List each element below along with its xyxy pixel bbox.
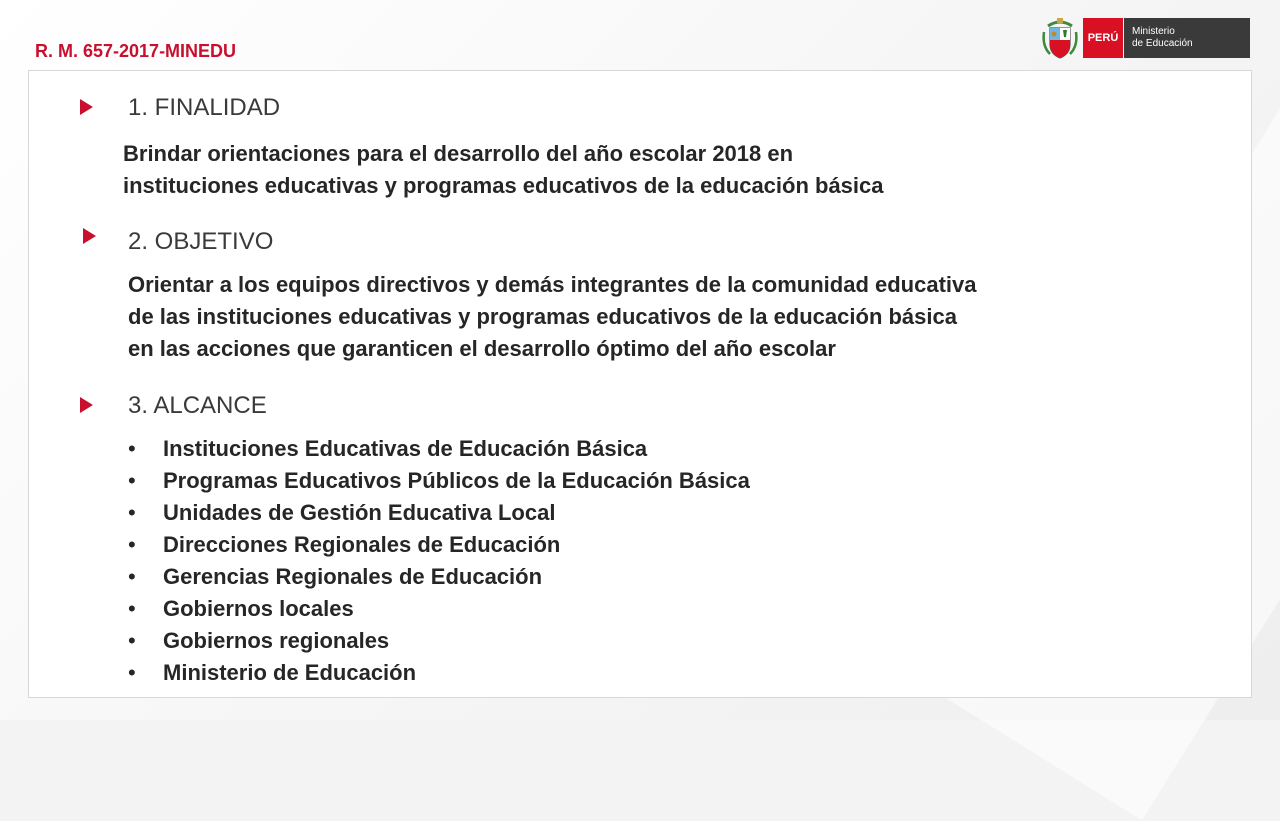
peru-badge: PERÚ (1083, 18, 1123, 58)
list-item-label: Gobiernos locales (163, 596, 354, 621)
bullet-arrow-icon (83, 228, 96, 244)
list-item (128, 433, 750, 465)
ministry-line-2: de Educación (1132, 38, 1193, 49)
list-item (128, 529, 750, 561)
list-item (128, 625, 750, 657)
objetivo-line: de las instituciones educativas y programas educativos de la educación básica (128, 304, 957, 329)
bullet-arrow-icon (80, 99, 93, 115)
list-item-label: Unidades de Gestión Educativa Local (163, 500, 556, 525)
section-heading-finalidad: 1. FINALIDAD (128, 94, 281, 121)
list-item (128, 465, 750, 497)
bullet-dot-icon: • (128, 564, 136, 589)
bullet-dot-icon: • (128, 596, 136, 621)
alcance-list (128, 433, 750, 689)
bullet-dot-icon: • (128, 468, 136, 493)
finalidad-line: Brindar orientaciones para el desarrollo del año escolar 2018 en (123, 141, 794, 166)
section-heading-objetivo: 2. OBJETIVO (128, 228, 274, 255)
bullet-dot-icon: • (128, 500, 136, 525)
list-item-label: Direcciones Regionales de Educación (163, 532, 561, 557)
objetivo-line: en las acciones que garanticen el desarrollo óptimo del año escolar (128, 336, 836, 361)
minedu-logo (1040, 16, 1252, 60)
list-item (128, 497, 750, 529)
list-item (128, 657, 750, 689)
coat-of-arms-icon (1040, 16, 1080, 60)
list-item-label: Instituciones Educativas de Educación Básica (163, 436, 648, 461)
ministry-line-1: Ministerio (1132, 26, 1175, 37)
bullet-dot-icon: • (128, 436, 136, 461)
bullet-dot-icon: • (128, 628, 136, 653)
list-item (128, 593, 750, 625)
list-item-label: Gobiernos regionales (163, 628, 390, 653)
resolution-reference: R. M. 657-2017-MINEDU (35, 41, 237, 61)
list-item-label: Gerencias Regionales de Educación (163, 564, 543, 589)
bullet-arrow-icon (80, 397, 93, 413)
list-item (128, 561, 750, 593)
list-item-label: Ministerio de Educación (163, 660, 417, 685)
objetivo-line: Orientar a los equipos directivos y demás integrantes de la comunidad educativa (128, 272, 977, 297)
list-item-label: Programas Educativos Públicos de la Educación Básica (163, 468, 750, 493)
bullet-dot-icon: • (128, 660, 136, 685)
finalidad-line: instituciones educativas y programas educativos de la educación básica (123, 173, 884, 198)
section-heading-alcance: 3. ALCANCE (128, 392, 267, 419)
ministry-badge (1124, 18, 1250, 58)
objetivo-paragraph (128, 269, 976, 365)
bullet-dot-icon: • (128, 532, 136, 557)
finalidad-paragraph (123, 138, 884, 202)
